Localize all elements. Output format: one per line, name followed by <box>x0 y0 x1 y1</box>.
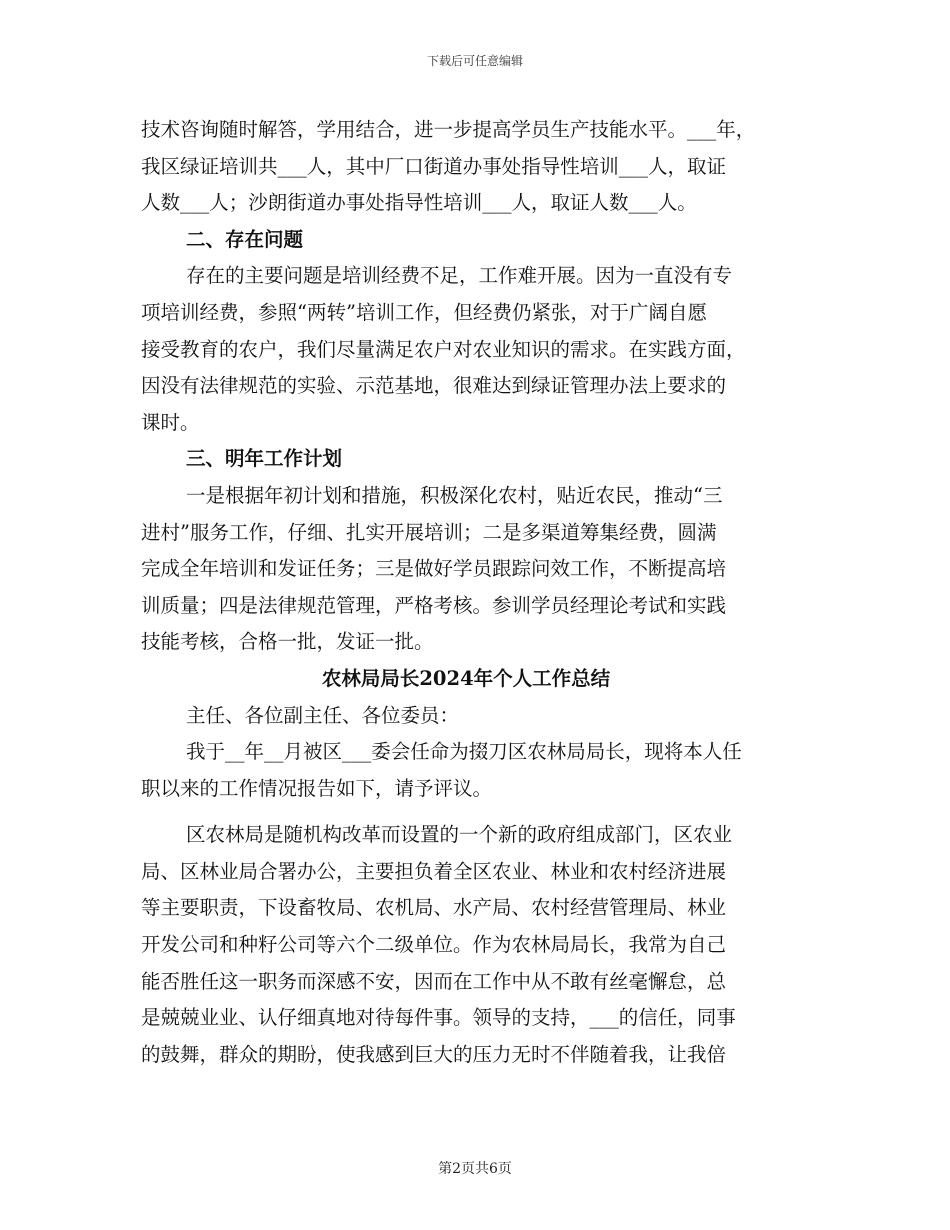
body-line: 项培训经费，参照“两转”培训工作，但经费仍紧张，对于广阔自愿 <box>141 300 707 324</box>
body-line: 是兢兢业业、认仔细真地对待每件事。领导的支持，___的信任，同事 <box>141 1006 736 1030</box>
body-line: 接受教育的农户，我们尽量满足农户对农业知识的需求。在实践方面， <box>141 337 746 361</box>
body-line: 存在的主要问题是培训经费不足，工作难开展。因为一直没有专 <box>186 264 733 288</box>
body-line: 一是根据年初计划和措施，积极深化农村，贴近农民，推动“三 <box>186 483 723 507</box>
body-line: 等主要职责，下设畜牧局、农机局、水产局、农村经营管理局、林业 <box>141 896 727 920</box>
body-line: 训质量；四是法律规范管理，严格考核。参训学员经理论考试和实践 <box>141 593 727 617</box>
body-line: 我区绿证培训共___人，其中厂口街道办事处指导性培训___人，取证 <box>141 154 727 178</box>
body-line: 能否胜任这一职务而深感不安，因而在工作中从不敢有丝毫懈怠，总 <box>141 969 727 993</box>
section-heading-problems: 二、存在问题 <box>186 227 304 251</box>
body-line: 的鼓舞，群众的期盼，使我感到巨大的压力无时不伴随着我，让我倍 <box>141 1042 727 1066</box>
body-line: 技能考核，合格一批，发证一批。 <box>141 630 434 654</box>
body-line: 完成全年培训和发证任务；三是做好学员跟踪问效工作，不断提高培 <box>141 557 727 581</box>
body-line: 因没有法律规范的实验、示范基地，很难达到绿证管理办法上要求的 <box>141 374 727 398</box>
body-line: 技术咨询随时解答，学用结合，进一步提高学员生产技能水平。___年， <box>141 118 756 141</box>
body-line: 局、区林业局合署办公，主要担负着全区农业、林业和农村经济进展 <box>141 859 727 883</box>
body-line: 开发公司和种籽公司等六个二级单位。作为农林局局长，我常为自己 <box>141 933 727 957</box>
page-number: 第2页共6页 <box>438 1161 512 1177</box>
body-line: 人数___人；沙朗街道办事处指导性培训___人，取证人数___人。 <box>141 191 697 215</box>
body-line: 进村”服务工作，仔细、扎实开展培训；二是多渠道筹集经费，圆满 <box>141 520 717 544</box>
section-heading-plan: 三、明年工作计划 <box>186 447 343 471</box>
document-title: 农林局局长2024年个人工作总结 <box>321 666 611 690</box>
body-line: 我于__年__月被区___委会任命为掇刀区农林局局长，现将本人任 <box>186 740 742 764</box>
document-body <box>141 112 811 1073</box>
body-line: 区农林局是随机构改革而设置的一个新的政府组成部门，区农业 <box>186 823 733 847</box>
salutation: 主任、各位副主任、各位委员： <box>186 703 460 727</box>
page-header-note: 下载后可任意编辑 <box>426 54 523 68</box>
body-line: 职以来的工作情况报告如下，请予评议。 <box>141 776 493 800</box>
body-line: 课时。 <box>141 410 200 434</box>
